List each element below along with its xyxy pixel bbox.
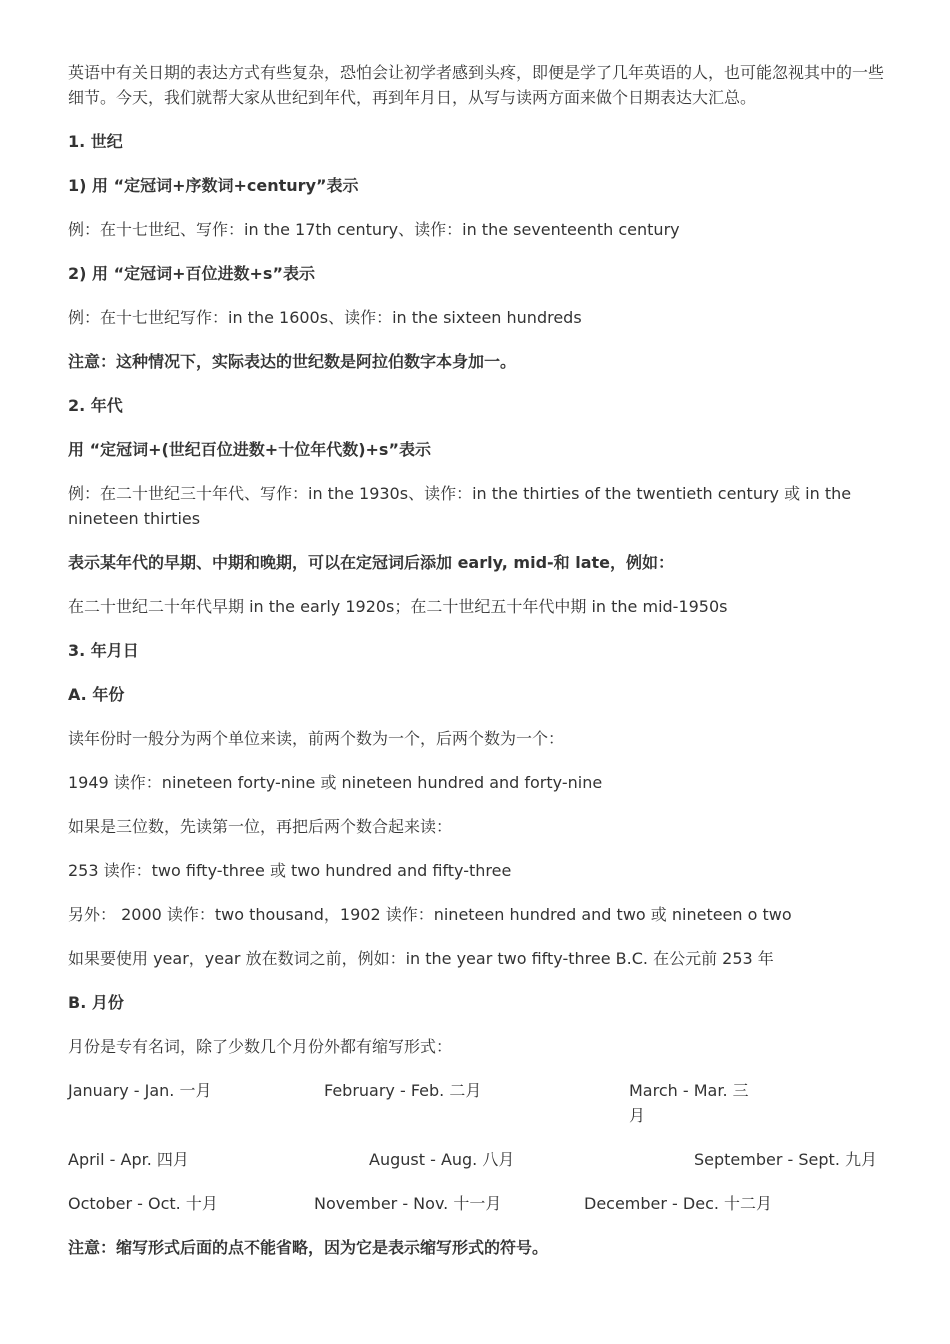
month-march: March - Mar. 三月 — [629, 1081, 749, 1125]
section-heading-decade: 2. 年代 — [68, 396, 123, 415]
subheading-ordinal-century: 1) 用 “定冠词+序数词+century”表示 — [68, 176, 359, 195]
month-november: November - Nov. 十一月 — [314, 1194, 502, 1213]
months-row-1 — [68, 1078, 894, 1128]
month-february: February - Feb. 二月 — [324, 1081, 482, 1100]
months-row-2 — [68, 1147, 894, 1172]
note-century: 注意：这种情况下，实际表达的世纪数是阿拉伯数字本身加一。 — [68, 352, 517, 371]
month-april: April - Apr. 四月 — [68, 1150, 189, 1169]
note-month-abbreviation: 注意：缩写形式后面的点不能省略，因为它是表示缩写形式的符号。 — [68, 1238, 549, 1257]
months-row-3 — [68, 1191, 894, 1216]
month-october: October - Oct. 十月 — [68, 1194, 218, 1213]
month-december: December - Dec. 十二月 — [584, 1194, 773, 1213]
example-decade: 例：在二十世纪三十年代、写作：in the 1930s、读作：in the thirties of the twentieth century 或 in the nineteen thirties — [68, 484, 852, 528]
document-body — [68, 60, 894, 1279]
section-heading-date: 3. 年月日 — [68, 641, 139, 660]
example-hundreds: 例：在十七世纪写作：in the 1600s、读作：in the sixteen hundreds — [68, 308, 582, 327]
section-heading-century: 1. 世纪 — [68, 132, 123, 151]
month-august: August - Aug. 八月 — [369, 1150, 515, 1169]
year-three-digit-rule: 如果是三位数，先读第一位，再把后两个数合起来读： — [68, 817, 453, 836]
intro-paragraph: 英语中有关日期的表达方式有些复杂，恐怕会让初学者感到头疼，即便是学了几年英语的人，也可能忽视其中的一些细节。今天，我们就帮大家从世纪到年代，再到年月日，从写与读两方面来做个日期表达大汇总。 — [68, 63, 885, 107]
note-decade-periods: 表示某年代的早期、中期和晚期，可以在定冠词后添加 early, mid-和 late，例如： — [68, 553, 675, 572]
subheading-decade: 用 “定冠词+(世纪百位进数+十位年代数)+s”表示 — [68, 440, 431, 459]
year-with-word-year: 如果要使用 year，year 放在数词之前，例如：in the year two fifty-three B.C. 在公元前 253 年 — [68, 949, 774, 968]
month-september: September - Sept. 九月 — [694, 1150, 877, 1169]
year-rule-paragraph: 读年份时一般分为两个单位来读，前两个数为一个，后两个数为一个： — [68, 729, 565, 748]
example-decade-periods: 在二十世纪二十年代早期 in the early 1920s；在二十世纪五十年代中期 in the mid-1950s — [68, 597, 728, 616]
example-ordinal-century: 例：在十七世纪、写作：in the 17th century、读作：in the seventeenth century — [68, 220, 680, 239]
subheading-year: A. 年份 — [68, 685, 125, 704]
month-rule-paragraph: 月份是专有名词，除了少数几个月份外都有缩写形式： — [68, 1037, 453, 1056]
year-example-253: 253 读作：two fifty-three 或 two hundred and fifty-three — [68, 861, 512, 880]
year-example-other: 另外： 2000 读作：two thousand，1902 读作：nineteen hundred and two 或 nineteen o two — [68, 905, 792, 924]
subheading-month: B. 月份 — [68, 993, 124, 1012]
month-january: January - Jan. 一月 — [68, 1081, 212, 1100]
year-example-1949: 1949 读作：nineteen forty-nine 或 nineteen hundred and forty-nine — [68, 773, 603, 792]
subheading-hundreds: 2) 用 “定冠词+百位进数+s”表示 — [68, 264, 315, 283]
